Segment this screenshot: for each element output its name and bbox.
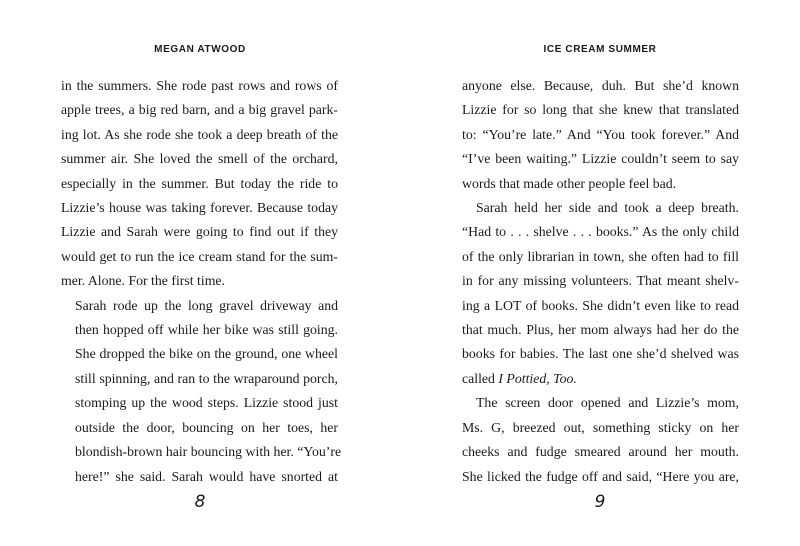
text-line: here!” she said. Sarah would have snorted at (75, 468, 338, 484)
paragraph (61, 74, 338, 294)
running-header-title: ICE CREAM SUMMER (543, 44, 657, 55)
text-line: Ms. G, breezed out, something sticky on her (462, 419, 739, 435)
right-body-text (462, 74, 739, 489)
text-line: then hopped off while her bike was still going. (75, 322, 338, 338)
text-line: ing lot. As she rode she took a deep breath of the (61, 126, 338, 142)
paragraph (462, 391, 739, 489)
text-line: She dropped the bike on the ground, one wheel (75, 346, 338, 362)
text-line: to: “You’re late.” And “You took forever.” And (462, 126, 739, 142)
text-line-start: called (462, 370, 499, 386)
running-header-author: MEGAN ATWOOD (154, 44, 246, 55)
text-line: outside the door, bouncing on her toes, her (75, 419, 338, 435)
text-line: apple trees, a big red barn, and a big gravel park- (61, 102, 338, 118)
text-line: ing a LOT of books. She didn’t even like to read (462, 297, 739, 313)
right-page (400, 0, 800, 546)
text-line: The screen door opened and Lizzie’s mom, (476, 395, 739, 411)
page-number: 9 (594, 492, 606, 512)
text-line: blondish-brown hair bouncing with her. “You’re (75, 444, 342, 460)
text-line: anyone else. Because, duh. But she’d known (462, 78, 739, 93)
page-number: 8 (194, 492, 206, 512)
text-line: summer air. She loved the smell of the orchard, (61, 151, 338, 167)
text-line: cheeks and fudge smeared around her mouth. (462, 444, 739, 460)
paragraph (61, 294, 342, 489)
text-line: Sarah rode up the long gravel driveway and (75, 297, 338, 313)
text-line: in for any missing volunteers. That meant shelv- (462, 273, 739, 289)
text-line: still spinning, and ran to the wraparound porch, (75, 370, 338, 386)
text-line: would get to run the ice cream stand for the sum- (61, 248, 338, 264)
text-line: Lizzie’s house was taking forever. Because today (61, 200, 338, 216)
text-line: mer. Alone. For the first time. (61, 273, 226, 289)
text-line (462, 367, 739, 391)
text-line: especially in the summer. But today the ride to (61, 175, 338, 191)
paragraph (462, 74, 739, 196)
text-line: Lizzie and Sarah were going to find out if they (61, 224, 338, 240)
text-line: words that made other people feel bad. (462, 175, 677, 191)
text-line: Sarah held her side and took a deep breath. (476, 200, 739, 216)
text-line: stomping up the wood steps. Lizzie stood just (75, 395, 338, 411)
book-title: I Pottied, Too. (498, 370, 577, 386)
text-line: Lizzie for so long that she knew that translated (462, 102, 739, 118)
text-line: She licked the fudge off and said, “Here you are, (462, 468, 739, 484)
text-line: of the only librarian in town, she often had to fill (462, 248, 739, 264)
text-line: that much. Plus, her mom always had her do the (462, 322, 739, 338)
left-body-text (61, 74, 342, 489)
paragraph (462, 196, 739, 391)
text-line: “I’ve been waiting.” Lizzie couldn’t seem to say (462, 151, 739, 167)
text-line: books for babies. The last one she’d shelved was (462, 346, 739, 362)
text-line: “Had to . . . shelve . . . books.” As the only child (462, 224, 739, 240)
text-line: in the summers. She rode past rows and rows of (61, 78, 338, 93)
